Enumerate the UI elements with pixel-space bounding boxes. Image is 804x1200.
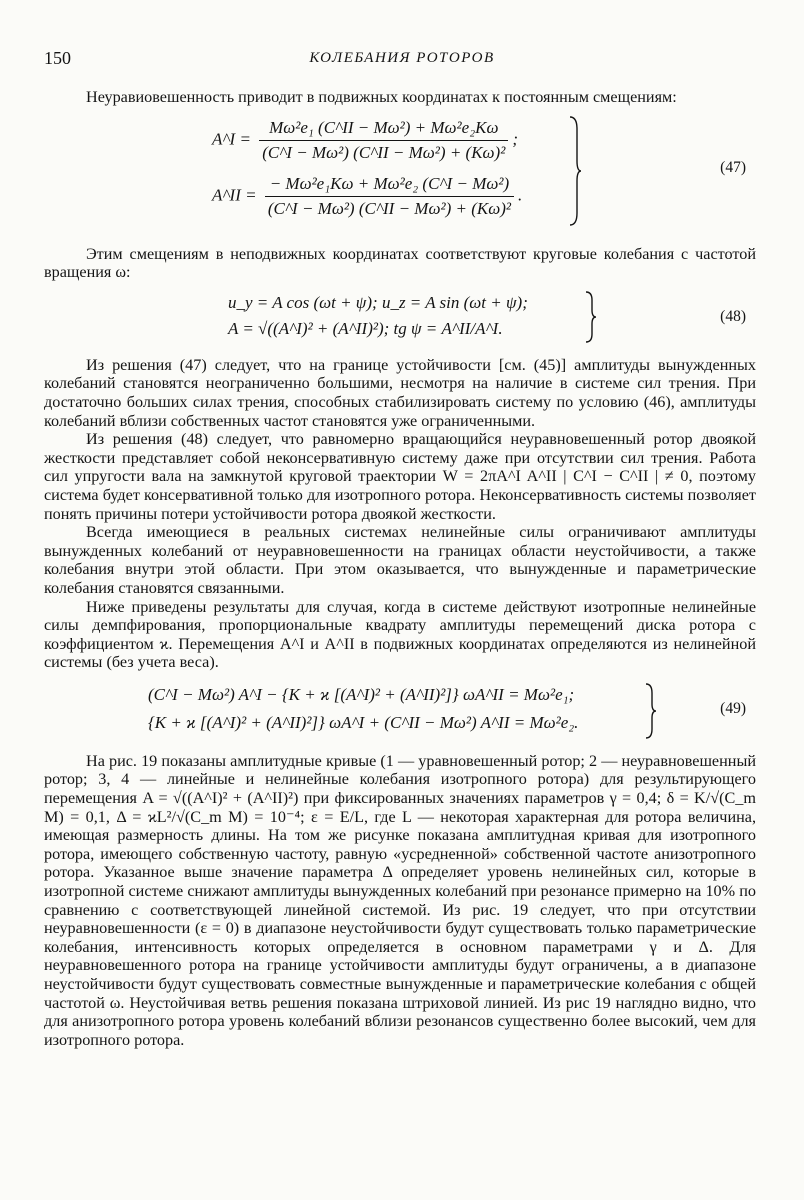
page-header bbox=[44, 48, 760, 74]
equation-47-number: (47) bbox=[720, 158, 746, 176]
page-number: 150 bbox=[44, 48, 71, 68]
equation-49-line-2: {K + ϰ [(A^I)² + (A^II)²]} ωA^I + (C^II − Mω²) A^II = Mω²e₂. bbox=[148, 712, 579, 732]
equation-49-number: (49) bbox=[720, 699, 746, 717]
page-body bbox=[44, 88, 756, 1049]
equation-48-line-2: A = √((A^I)² + (A^II)²); tg ψ = A^II/A^I. bbox=[228, 318, 503, 338]
equation-48 bbox=[228, 290, 756, 346]
equation-49 bbox=[148, 682, 756, 740]
paragraph-unbalance-intro: Неуравиовешенность приводит в подвижных координатах к постоянным смещениям: bbox=[86, 88, 677, 106]
running-title: КОЛЕБАНИЯ РОТОРОВ bbox=[309, 50, 495, 66]
equation-47-lhs-2: A^II = bbox=[212, 185, 257, 204]
paragraph-nonlinear-damping: Ниже приведены результаты для случая, когда в системе действуют изотропные нелинейные силы демпфирования, пропорциональные квадрату амплитуды перемещений диска ротора с коэффициентом ϰ. Перемещения A^I и A^II в подвижных координатах определяются из нелинейной системы (без учета веса). bbox=[44, 597, 756, 672]
equation-47-numerator-2: − Mω²e₁Kω + Mω²e₂ (C^I − Mω²) bbox=[265, 173, 514, 197]
paragraph-nonlinear-forces: Всегда имеющиеся в реальных системах нелинейные силы ограничивают амплитуды вынужденных колебаний от неуравновешенности на границах области неустойчивости, а также колебания внутри этой области. При этом оказывается, что вынужденные и параметрические колебания становятся связанными. bbox=[44, 523, 756, 597]
equation-47-denominator-2: (C^I − Mω²) (C^II − Mω²) + (Kω)² bbox=[267, 198, 511, 218]
equation-47-fraction-2 bbox=[265, 173, 514, 220]
paragraph-figure-19-discussion: На рис. 19 показаны амплитудные кривые (1 — уравновешенный ротор; 2 — неуравновешенный ротор; 3, 4 — линейные и нелинейные колебания изотропного ротора) для результирующего перемещения A = √((A^I)² + (A^II)²) при фиксированных значениях параметров γ = 0,4; δ = K/√(C_m M) = 0,1, Δ = ϰL²/√(C_m M) = 10⁻⁴; ε = E/L, где L — некоторая характерная для ротора величина, имеющая размерность длины. На том же рисунке показана амплитудная кривая для изотропного ротора, имеющего собственную частоту, равную «усредненной» собственной частоте анизотропного ротора. Указанное выше значение параметра Δ определяет уровень нелинейных сил, которые в изотропной системе снижают амплитуды вынужденных колебаний при резонансе примерно на 10% по сравнению с соответствующей линейной системой. Из рис. 19 следует, что при отсутствии неуравновешенности (ε = 0) в диапазоне неустойчивости будут существовать только параметрические колебания, интенсивность которых определяется в основном параметрами γ и Δ. Для неуравновешенного ротора на границе устойчивости амплитуды будут ограничены, а в диапазоне неустойчивости будут существовать совместные вынужденные и параметрические колебания с общей частотой ω. Неустойчивая ветвь решения показана штриховой линией. Из рис 19 наглядно видно, что для анизотропного ротора уровень колебаний вблизи резонансов существенно более высокий, чем для изотропного ротора. bbox=[44, 751, 756, 1049]
equation-49-line-1: (C^I − Mω²) A^I − {K + ϰ [(A^I)² + (A^II)²]} ωA^II = Mω²e₁; bbox=[148, 684, 575, 704]
equation-48-line-1: u_y = A cos (ωt + ψ); u_z = A sin (ωt + ψ); bbox=[228, 292, 528, 312]
equation-47 bbox=[212, 113, 756, 231]
equation-47-fraction-1 bbox=[259, 117, 508, 164]
equation-47-denominator-1: (C^I − Mω²) (C^II − Mω²) + (Kω)² bbox=[262, 142, 506, 162]
equation-47-numerator-1: Mω²e₁ (C^II − Mω²) + Mω²e₂Kω bbox=[259, 117, 508, 141]
paragraph-circular-oscillations: Этим смещениям в неподвижных координатах соответствуют круговые колебания с частотой вращения ω: bbox=[44, 244, 756, 282]
equation-48-number: (48) bbox=[720, 307, 746, 325]
paragraph-nonconservative-system: Из решения (48) следует, что равномерно вращающийся неуравновешенный ротор двоякой жесткости представляет собой неконсервативную систему даже при отсутствии сил трения. Работа сил упругости вала на замкнутой круговой траектории W = 2πA^I A^II | C^I − C^II | ≠ 0, поэтому система будет консервативной только для изотропного ротора. Неконсервативность системы позволяет понять причины потери устойчивости ротора двоякой жесткости. bbox=[44, 430, 756, 523]
equation-48-brace bbox=[584, 290, 598, 344]
equation-47-brace bbox=[568, 115, 582, 227]
paragraph-stability-boundary: Из решения (47) следует, что на границе устойчивости [см. (45)] амплитуды вынужденных колебаний становятся неограниченно большими, несмотря на наличие в системе сил трения. При достаточно больших силах трения, способных стабилизировать систему по условию (46), амплитуды колебаний вблизи собственных частот становятся уже ограниченными. bbox=[44, 355, 756, 430]
equation-49-brace bbox=[644, 682, 658, 740]
equation-47-line-1: A^I = $\frac{\text{Mω²e₁ (C\textasciicircum{}II − Mω²) + Mω²e₂Kω}}{\text{(C\textasciicircum{}I − Mω²) (C\textasciicircum{}II − Mω²) + (Kω)²}}$ ; bbox=[212, 117, 518, 162]
equation-47-line-2: A^II = $\frac{\text{− Mω²e₁Kω + Mω²e₂ (C\textasciicircum{}I − Mω²)}}{\text{(C\textasciicircum{}I − Mω²) (C\textasciicircum{}II − Mω²) + (Kω)²}}$ . bbox=[212, 173, 523, 218]
equation-47-lhs-1: A^I = bbox=[212, 129, 251, 148]
